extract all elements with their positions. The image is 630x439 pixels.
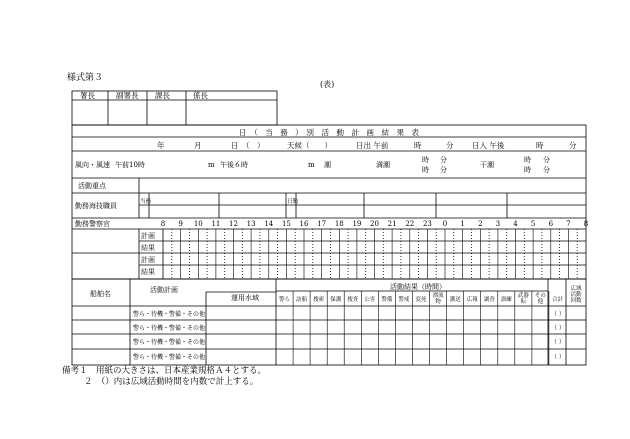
approval-box: [72, 91, 277, 125]
hour-label: 10: [193, 220, 203, 228]
hour-label: 22: [405, 220, 415, 228]
result-column-header: 公害: [364, 297, 376, 303]
hour-label: 4: [513, 220, 518, 228]
sunset-label: 日入 午後: [472, 141, 505, 150]
low-tide-minute-1: 分: [543, 156, 550, 164]
high-tide-minute-1: 分: [440, 156, 447, 164]
hour-label: 21: [387, 220, 397, 228]
month-label: 月: [194, 141, 202, 150]
hour-label: 3: [495, 220, 501, 228]
hour-label: 2: [478, 220, 483, 228]
sunrise-minute: 分: [446, 141, 454, 150]
paren-row-2: （ ）: [551, 325, 565, 332]
low-tide-hour-2: 時: [524, 166, 531, 174]
front-side-label: (表): [320, 80, 335, 89]
hour-label: 15: [281, 220, 291, 228]
sunrise-label: 日出 午前: [356, 141, 389, 150]
low-tide-minute-2: 分: [543, 166, 550, 174]
result-column-header: 護送: [449, 297, 461, 303]
low-tide-hour-1: 時: [524, 156, 531, 164]
activity-row-4: 警ら・待機・警備・その他: [133, 354, 206, 361]
day-label: 日: [231, 141, 239, 150]
result-column-header: 転: [520, 299, 527, 305]
high-tide-label: 満潮: [376, 161, 390, 169]
wind-pm-time: 午後６時: [220, 161, 248, 169]
plan-label-1: 計画: [141, 232, 155, 240]
tide-label: 潮: [324, 161, 331, 169]
hour-label: 14: [264, 220, 274, 228]
sunrise-hour: 時: [414, 141, 422, 150]
hour-label: 5: [530, 220, 536, 228]
result-column-header: 訪船: [296, 297, 308, 303]
hour-label: 19: [352, 220, 362, 228]
wind-label: 風向・風速: [75, 161, 110, 169]
form-title: 日 （ 当 務 ） 別 活 動 計 画 結 果 表: [239, 128, 419, 137]
remarks: [62, 366, 266, 388]
hour-label: 12: [229, 220, 238, 228]
vessel-name-header: 船舶名: [90, 290, 111, 298]
activity-focus-label: 活動重点: [78, 182, 106, 190]
approval-section-chief: 課長: [155, 91, 170, 100]
hour-label: 23: [422, 220, 432, 228]
high-tide-hour-2: 時: [422, 166, 429, 174]
hour-label: 18: [334, 220, 344, 228]
duty-mark-1: 当務: [140, 199, 152, 205]
hour-label: 20: [370, 220, 379, 228]
activity-plan-header: 活動計画: [150, 286, 178, 294]
result-column-header: 捜索: [313, 297, 325, 303]
weekday-paren: （ ）: [242, 141, 265, 150]
hour-label: 1: [460, 220, 465, 228]
officers-label: 勤務警察官: [75, 220, 110, 228]
approval-deputy-chief: 副署長: [116, 91, 139, 100]
hour-label: 7: [566, 220, 571, 228]
wind-pm-unit: m: [308, 161, 315, 169]
result-column-header: 武器: [517, 293, 529, 299]
hour-label: 11: [211, 220, 221, 228]
wide-area-header-3: 回数: [570, 298, 582, 304]
result-label-1: 結果: [141, 244, 155, 252]
activity-row-3: 警ら・待機・警備・その他: [133, 339, 206, 346]
year-label: 年: [157, 141, 165, 150]
result-column-header: 訓練: [500, 297, 512, 303]
paren-row-3: （ ）: [551, 339, 565, 346]
result-column-header: 物: [435, 299, 441, 305]
day-shift-mark-1: 日勤: [287, 199, 299, 205]
activity-results-header: 活動結果（時間）: [390, 283, 446, 291]
result-column-header: 広報: [466, 297, 478, 303]
hour-label: 9: [178, 220, 183, 228]
low-tide-label: 干潮: [480, 161, 494, 169]
high-tide-minute-2: 分: [440, 166, 447, 174]
result-column-header: 警備: [381, 297, 393, 303]
remark-2: ２ （）内は広域活動時間を内数で計上する。: [84, 377, 259, 387]
sunset-minute: 分: [569, 141, 577, 150]
result-column-header: 他: [537, 299, 544, 305]
operating-waters-header: 運用水域: [231, 294, 259, 302]
result-column-header: 漂流: [432, 293, 444, 299]
result-column-header: 変死: [415, 297, 427, 303]
form-number-label: 様式第３: [67, 73, 104, 83]
wind-am-time: 午前10時: [115, 161, 145, 169]
paren-row-1: （ ）: [551, 311, 565, 318]
result-column-header: 保護: [330, 297, 342, 303]
hour-label: 17: [317, 220, 327, 228]
hour-label: 16: [299, 220, 309, 228]
result-column-header: 警戒: [398, 297, 410, 303]
result-column-header: その: [534, 293, 546, 299]
hour-label: 0: [442, 220, 448, 228]
paren-row-4: （ ）: [551, 354, 565, 361]
plan-label-2: 計画: [141, 256, 155, 264]
result-column-header: 捜査: [347, 297, 359, 303]
approval-chief: 署長: [80, 91, 95, 100]
high-tide-hour-1: 時: [422, 156, 429, 164]
result-column-header: 調査: [483, 297, 495, 303]
hour-label: 8: [583, 220, 589, 228]
wide-area-header-1: 広域: [570, 286, 582, 292]
wide-area-header-2: 活動: [570, 292, 582, 298]
activity-row-1: 警ら・待機・警備・その他: [133, 311, 206, 318]
hour-label: 8: [160, 220, 166, 228]
engineers-label: 勤務海技職員: [75, 202, 117, 210]
hour-label: 6: [548, 220, 554, 228]
wind-am-unit: m: [208, 161, 215, 169]
activity-row-2: 警ら・待機・警備・その他: [133, 325, 206, 332]
weather-label: 天候（ ）: [287, 141, 332, 150]
sunset-hour: 時: [536, 141, 544, 150]
result-column-header: 合計: [551, 297, 564, 303]
approval-subsection-chief: 係長: [193, 91, 208, 100]
result-label-2: 結果: [141, 268, 155, 276]
result-column-header: 警ら: [278, 297, 291, 303]
remark-1: 備考１ 用紙の大きさは、日本産業規格Ａ４とする。: [62, 366, 267, 376]
hour-label: 13: [246, 220, 256, 228]
